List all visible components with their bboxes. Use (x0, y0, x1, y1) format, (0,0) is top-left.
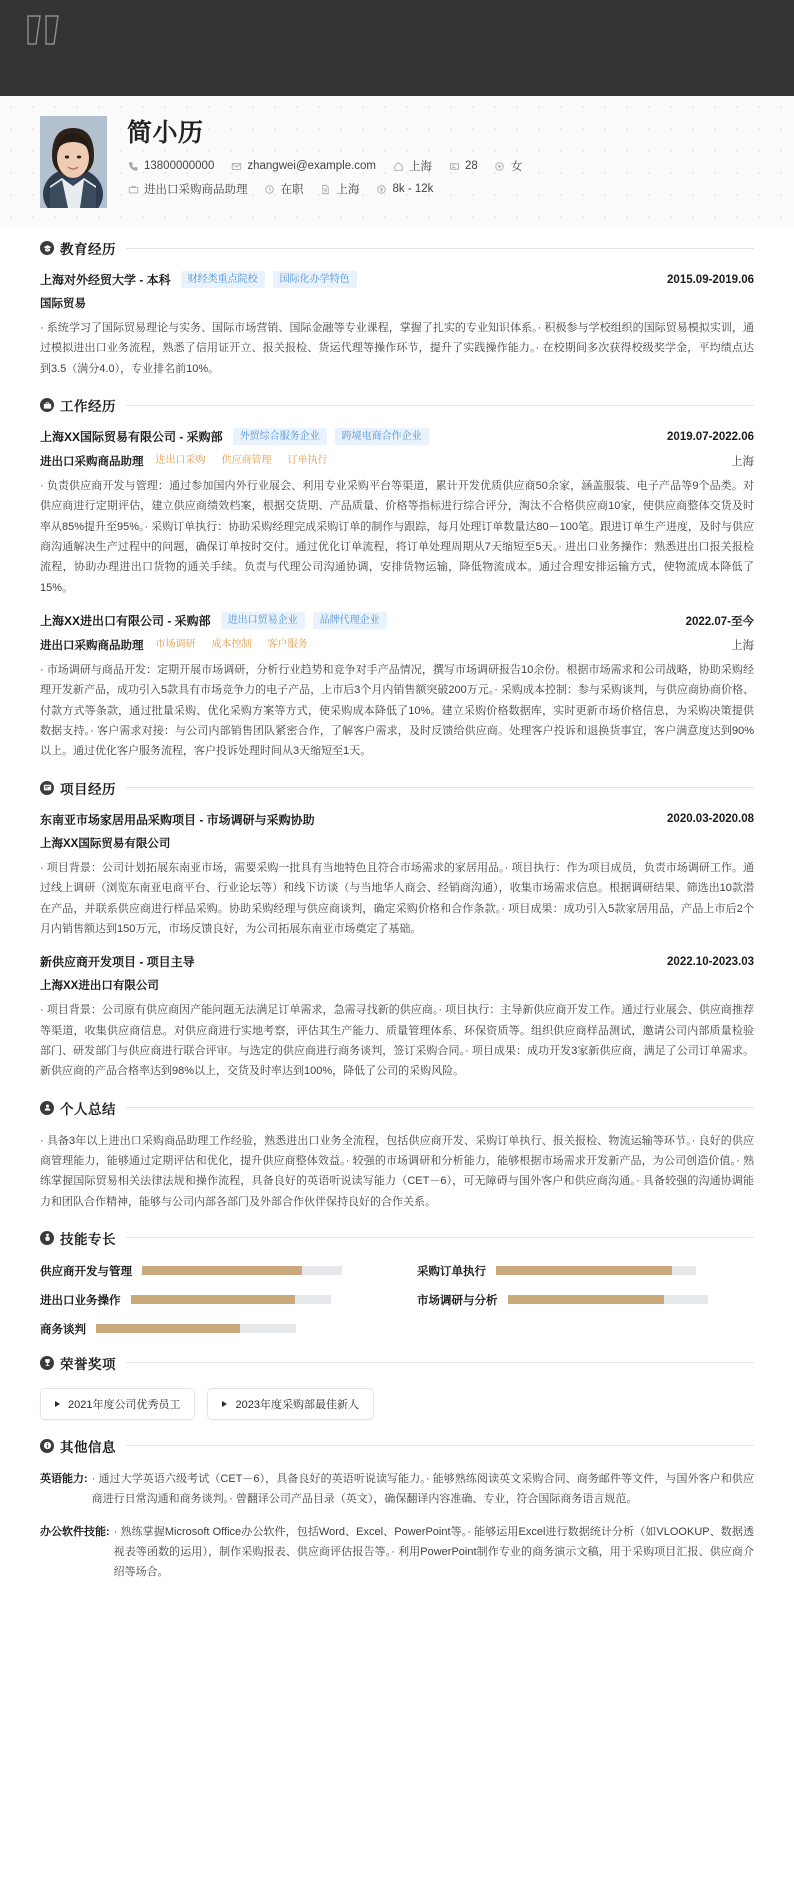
education-date: 2015.09-2019.06 (667, 273, 754, 286)
project-company: 上海XX进出口有限公司 (40, 980, 159, 993)
section-header (40, 1228, 754, 1248)
section-title: 项目经历 (60, 781, 116, 797)
section-header (40, 778, 754, 798)
other-info-key: 办公软件技能: (40, 1525, 110, 1538)
summary-text: · 具备3年以上进出口采购商品助理工作经验，熟悉进出口业务全流程，包括供应商开发、采购订单执行、报关报检、物流运输等环节。· 良好的供应商管理能力，能够通过定期评估和优化，提升供应商整体效益。· 较强的市场调研和分析能力，能够根据市场需求开发新产品，为公司创造价值。· 熟练掌握国际贸易相关法律法规和操作流程，具备良好的英语听说读写能力（CET－6），可无障碍与国外客户和供应商沟通。· 具备较强的沟通协调能力和团队合作精神，能够与公司内部各部门及外部合作伙伴保持良好的合作关系。 (40, 1134, 754, 1208)
work-date: 2022.07-至今 (685, 615, 754, 628)
section-honors (40, 1353, 754, 1420)
skill-bar-track (131, 1295, 331, 1304)
skill-label: 供应商开发与管理 (40, 1265, 132, 1278)
role-tag: 供应商管理 (221, 454, 272, 466)
contact-age (448, 160, 478, 172)
skill-bar-fill (131, 1295, 295, 1304)
page-title: 简小历 (127, 119, 204, 147)
contact-gender (494, 158, 523, 174)
entry-title-group (40, 612, 395, 629)
job-role: 进出口采购商品助理 (40, 455, 144, 468)
phone-icon (127, 160, 139, 172)
work-description: · 市场调研与商品开发：定期开展市场调研，分析行业趋势和竞争对手产品情况，撰写市场调研报告10余份。根据市场需求和公司战略，协助采购经理开发新产品，成功引入5款具有市场竞争力的电子产品，上市后3个月内销售额突破200万元。· 采购成本控制：参与采购谈判，与供应商协商价格、付款方式等条款，通过批量采购、优化采购方案等方式，使采购成本降低了10%。建立采购价格数据库，实时更新市场价格信息，为采购决策提供数据支持。· 客户需求对接：与公司内部销售团队紧密合作，了解客户需求，及时反馈给供应商。处理客户投诉和退换货事宜，客户满意度达到90%以上。通过优化客户服务流程，客户投诉处理时间从3天缩短至1天。 (40, 664, 754, 758)
job-salary-item (376, 183, 434, 195)
contact-row (127, 158, 754, 174)
work-location: 上海 (731, 639, 754, 652)
skill-label: 进出口业务操作 (40, 1294, 121, 1307)
project-icon (40, 781, 54, 795)
section-divider (126, 1445, 754, 1446)
profile-info (127, 116, 754, 204)
graduation-cap-icon (40, 241, 54, 255)
play-triangle-icon (55, 1401, 60, 1407)
section-work (40, 395, 754, 762)
home-icon (392, 160, 404, 172)
project-entry (40, 811, 754, 939)
job-location-item (320, 181, 360, 197)
other-info-row (40, 1522, 754, 1583)
trophy-icon (40, 1356, 54, 1370)
skill-bar-track (96, 1324, 296, 1333)
section-title: 教育经历 (60, 242, 116, 257)
medal-icon (40, 1231, 54, 1245)
job-status-text: 在职 (280, 184, 304, 196)
honor-item[interactable] (207, 1388, 373, 1420)
education-tag: 国际化办学特色 (273, 271, 357, 288)
role-tag: 市场调研 (155, 638, 196, 650)
major-name: 国际贸易 (40, 298, 86, 310)
id-card-icon (448, 160, 460, 172)
company-tag: 进出口贸易企业 (221, 612, 305, 629)
briefcase-icon (127, 183, 139, 195)
entry-title-group (40, 271, 365, 288)
other-info-row (40, 1469, 754, 1510)
section-header (40, 238, 754, 258)
job-title-text: 进出口采购商品助理 (144, 184, 248, 196)
section-summary (40, 1098, 754, 1212)
role-tag: 进出口采购 (155, 454, 206, 466)
entry-subheader (40, 636, 754, 653)
section-header (40, 1436, 754, 1456)
section-divider (126, 1237, 754, 1238)
skill-item (40, 1263, 377, 1279)
skill-label: 商务谈判 (40, 1323, 86, 1336)
project-name: 新供应商开发项目 - 项目主导 (40, 955, 195, 970)
entry-header (40, 811, 754, 828)
skill-bar-track (142, 1266, 342, 1275)
work-location: 上海 (731, 455, 754, 468)
gender-icon (494, 160, 506, 172)
skill-label: 采购订单执行 (417, 1265, 486, 1278)
honor-label: 2023年度采购部最佳新人 (235, 1398, 359, 1411)
role-group (40, 636, 324, 653)
work-date: 2019.07-2022.06 (667, 430, 754, 443)
job-location-text: 上海 (336, 184, 360, 196)
role-group (40, 452, 344, 469)
skill-bar-fill (496, 1266, 672, 1275)
project-company: 上海XX国际贸易有限公司 (40, 837, 171, 850)
contact-email-text: zhangwei@example.com (247, 160, 377, 172)
education-tag: 财经类重点院校 (181, 271, 265, 288)
skill-label: 市场调研与分析 (417, 1294, 498, 1307)
entry-header (40, 428, 754, 445)
work-description: · 负责供应商开发与管理：通过参加国内外行业展会、利用专业采购平台等渠道，累计开发优质供应商50余家，涵盖服装、电子产品等9个品类。对供应商进行定期评估，建立供应商绩效档案，根据交货期、产品质量、价格等指标进行综合评分，淘汰不合格供应商10家，使供应商整体交货及时率从85%提升至95%。· 采购订单执行：协助采购经理完成采购订单的制作与跟踪，每月处理订单数量达80－100笔。跟进订单生产进度，及时与供应商沟通解决生产过程中的问题，确保订单按时交付。通过优化订单流程，将订单处理周期从7天缩短至5天。· 进出口业务操作：熟悉进出口报关报检流程，协助办理进出口货物的通关手续。负责与代理公司沟通协调，安排货物运输，降低物流成本。通过合理安排运输方式，使物流成本降低了15%。 (40, 480, 754, 594)
work-entry (40, 612, 754, 762)
section-header (40, 395, 754, 415)
skill-bar-fill (508, 1295, 664, 1304)
section-divider (126, 787, 754, 788)
honors-list (40, 1386, 754, 1420)
job-title-item (127, 181, 248, 197)
contact-city-text: 上海 (409, 161, 433, 173)
skill-item (40, 1321, 377, 1337)
skill-bar-fill (96, 1324, 240, 1333)
contact-phone (127, 160, 214, 172)
work-entry (40, 428, 754, 598)
section-skills (40, 1228, 754, 1337)
section-header (40, 1098, 754, 1118)
project-name: 东南亚市场家居用品采购项目 - 市场调研与采购协助 (40, 812, 315, 827)
section-project (40, 778, 754, 1082)
contact-city (392, 158, 432, 174)
profile-header (0, 96, 794, 226)
entry-title-group (40, 953, 205, 970)
entry-title-group (40, 428, 437, 445)
skill-item (417, 1292, 754, 1308)
entry-header (40, 271, 754, 288)
skill-bar-track (508, 1295, 708, 1304)
section-title: 工作经历 (60, 399, 116, 415)
other-info-key: 英语能力: (40, 1472, 88, 1485)
quote-icon (24, 12, 68, 48)
job-status-item (264, 181, 304, 197)
company-name: 上海XX进出口有限公司 - 采购部 (40, 614, 211, 629)
section-divider (126, 248, 754, 249)
school-name: 上海对外经贸大学 - 本科 (40, 273, 171, 287)
status-icon (264, 183, 276, 195)
job-salary-text: 8k - 12k (392, 183, 434, 195)
contact-age-text: 28 (465, 160, 478, 172)
skill-item (417, 1263, 754, 1279)
resume-body (0, 226, 794, 1613)
project-date: 2020.03-2020.08 (667, 813, 754, 826)
role-tag: 成本控制 (211, 638, 252, 650)
section-divider (126, 1107, 754, 1108)
info-icon (40, 1439, 54, 1453)
briefcase-icon (40, 398, 54, 412)
section-title: 个人总结 (60, 1101, 116, 1117)
entry-header (40, 612, 754, 629)
money-icon (376, 183, 388, 195)
company-tag: 跨境电商合作企业 (335, 428, 429, 445)
entry-header (40, 953, 754, 970)
honor-label: 2021年度公司优秀员工 (68, 1398, 181, 1411)
project-date: 2022.10-2023.03 (667, 955, 754, 968)
skill-item (40, 1292, 377, 1308)
section-education (40, 238, 754, 379)
education-description: · 系统学习了国际贸易理论与实务、国际市场营销、国际金融等专业课程，掌握了扎实的专业知识体系。· 积极参与学校组织的国际贸易模拟实训，通过模拟进出口业务流程，熟悉了信用证开立、报关报检、货运代理等操作环节，提升了实践操作能力。· 在校期间多次获得校级奖学金，平均绩点达到3.5（满分4.0），专业排名前10%。 (40, 322, 754, 375)
skill-bar-fill (142, 1266, 302, 1275)
document-icon (320, 183, 332, 195)
role-tag: 客户服务 (267, 638, 308, 650)
top-dark-bar (0, 0, 794, 96)
skills-list (40, 1261, 754, 1337)
section-divider (126, 405, 754, 406)
section-title: 其他信息 (60, 1439, 116, 1455)
honor-item[interactable] (40, 1388, 195, 1420)
contact-phone-text: 13800000000 (144, 160, 215, 172)
section-title: 荣誉奖项 (60, 1356, 116, 1372)
play-triangle-icon (222, 1401, 227, 1407)
contact-email (230, 160, 376, 172)
other-info-value: · 通过大学英语六级考试（CET－6），具备良好的英语听说读写能力。· 能够熟练阅读英文采购合同、商务邮件等文件，与国外客户和供应商进行日常沟通和商务谈判。· 曾翻译公司产品目录（英文），确保翻译内容准确、专业，符合国际商务语言规范。 (91, 1472, 754, 1506)
avatar (40, 116, 107, 208)
project-entry (40, 953, 754, 1081)
education-entry (40, 271, 754, 379)
company-tag: 品牌代理企业 (313, 612, 387, 629)
contact-gender-text: 女 (510, 161, 523, 173)
skill-bar-track (496, 1266, 696, 1275)
company-name: 上海XX国际贸易有限公司 - 采购部 (40, 430, 223, 445)
entry-subheader (40, 452, 754, 469)
section-other-info (40, 1436, 754, 1583)
section-divider (126, 1362, 754, 1363)
person-icon (40, 1101, 54, 1115)
entry-title-group (40, 811, 325, 828)
job-role: 进出口采购商品助理 (40, 639, 144, 652)
job-row (127, 181, 754, 197)
role-tag: 订单执行 (287, 454, 328, 466)
section-title: 技能专长 (60, 1231, 116, 1247)
project-description: · 项目背景：公司计划拓展东南亚市场，需要采购一批具有当地特色且符合市场需求的家居用品。· 项目执行：作为项目成员，负责市场调研工作。通过线上调研（浏览东南亚电商平台、行业论坛等）和线下访谈（与当地华人商会、经销商沟通），收集市场需求信息。根据调研结果、筛选出10款潜在产品，并联系供应商进行样品采购。协助采购经理与供应商谈判，确定采购价格和合作条款。· 项目成果：成功引入5款家居用品，产品上市后2个月内销售额达到150万元，市场反馈良好，为公司拓展东南亚市场奠定了基础。 (40, 861, 754, 935)
company-tag: 外贸综合服务企业 (233, 428, 327, 445)
project-description: · 项目背景：公司原有供应商因产能问题无法满足订单需求，急需寻找新的供应商。· 项目执行：主导新供应商开发工作。通过行业展会、供应商推荐等渠道，收集供应商信息。对供应商进行实地考察，评估其生产能力、质量管理体系、环保资质等。组织供应商样品测试，邀请公司内部质量检验部门、研发部门与供应商进行联合评审。与选定的供应商进行商务谈判，签订采购合同。· 项目成果：成功开发3家新供应商，满足了公司订单需求。新供应商的产品合格率达到98%以上，交货及时率达到100%，降低了公司的采购风险。 (40, 1004, 754, 1078)
section-header (40, 1353, 754, 1373)
mail-icon (230, 160, 242, 172)
other-info-value: · 熟练掌握Microsoft Office办公软件，包括Word、Excel、PowerPoint等。· 能够运用Excel进行数据统计分析（如VLOOKUP、数据透视表等函数的运用），制作采购报表、供应商评估报告等。· 利用PowerPoint制作专业的商务演示文稿，用于采购项目汇报、供应商介绍等场合。 (113, 1525, 754, 1579)
